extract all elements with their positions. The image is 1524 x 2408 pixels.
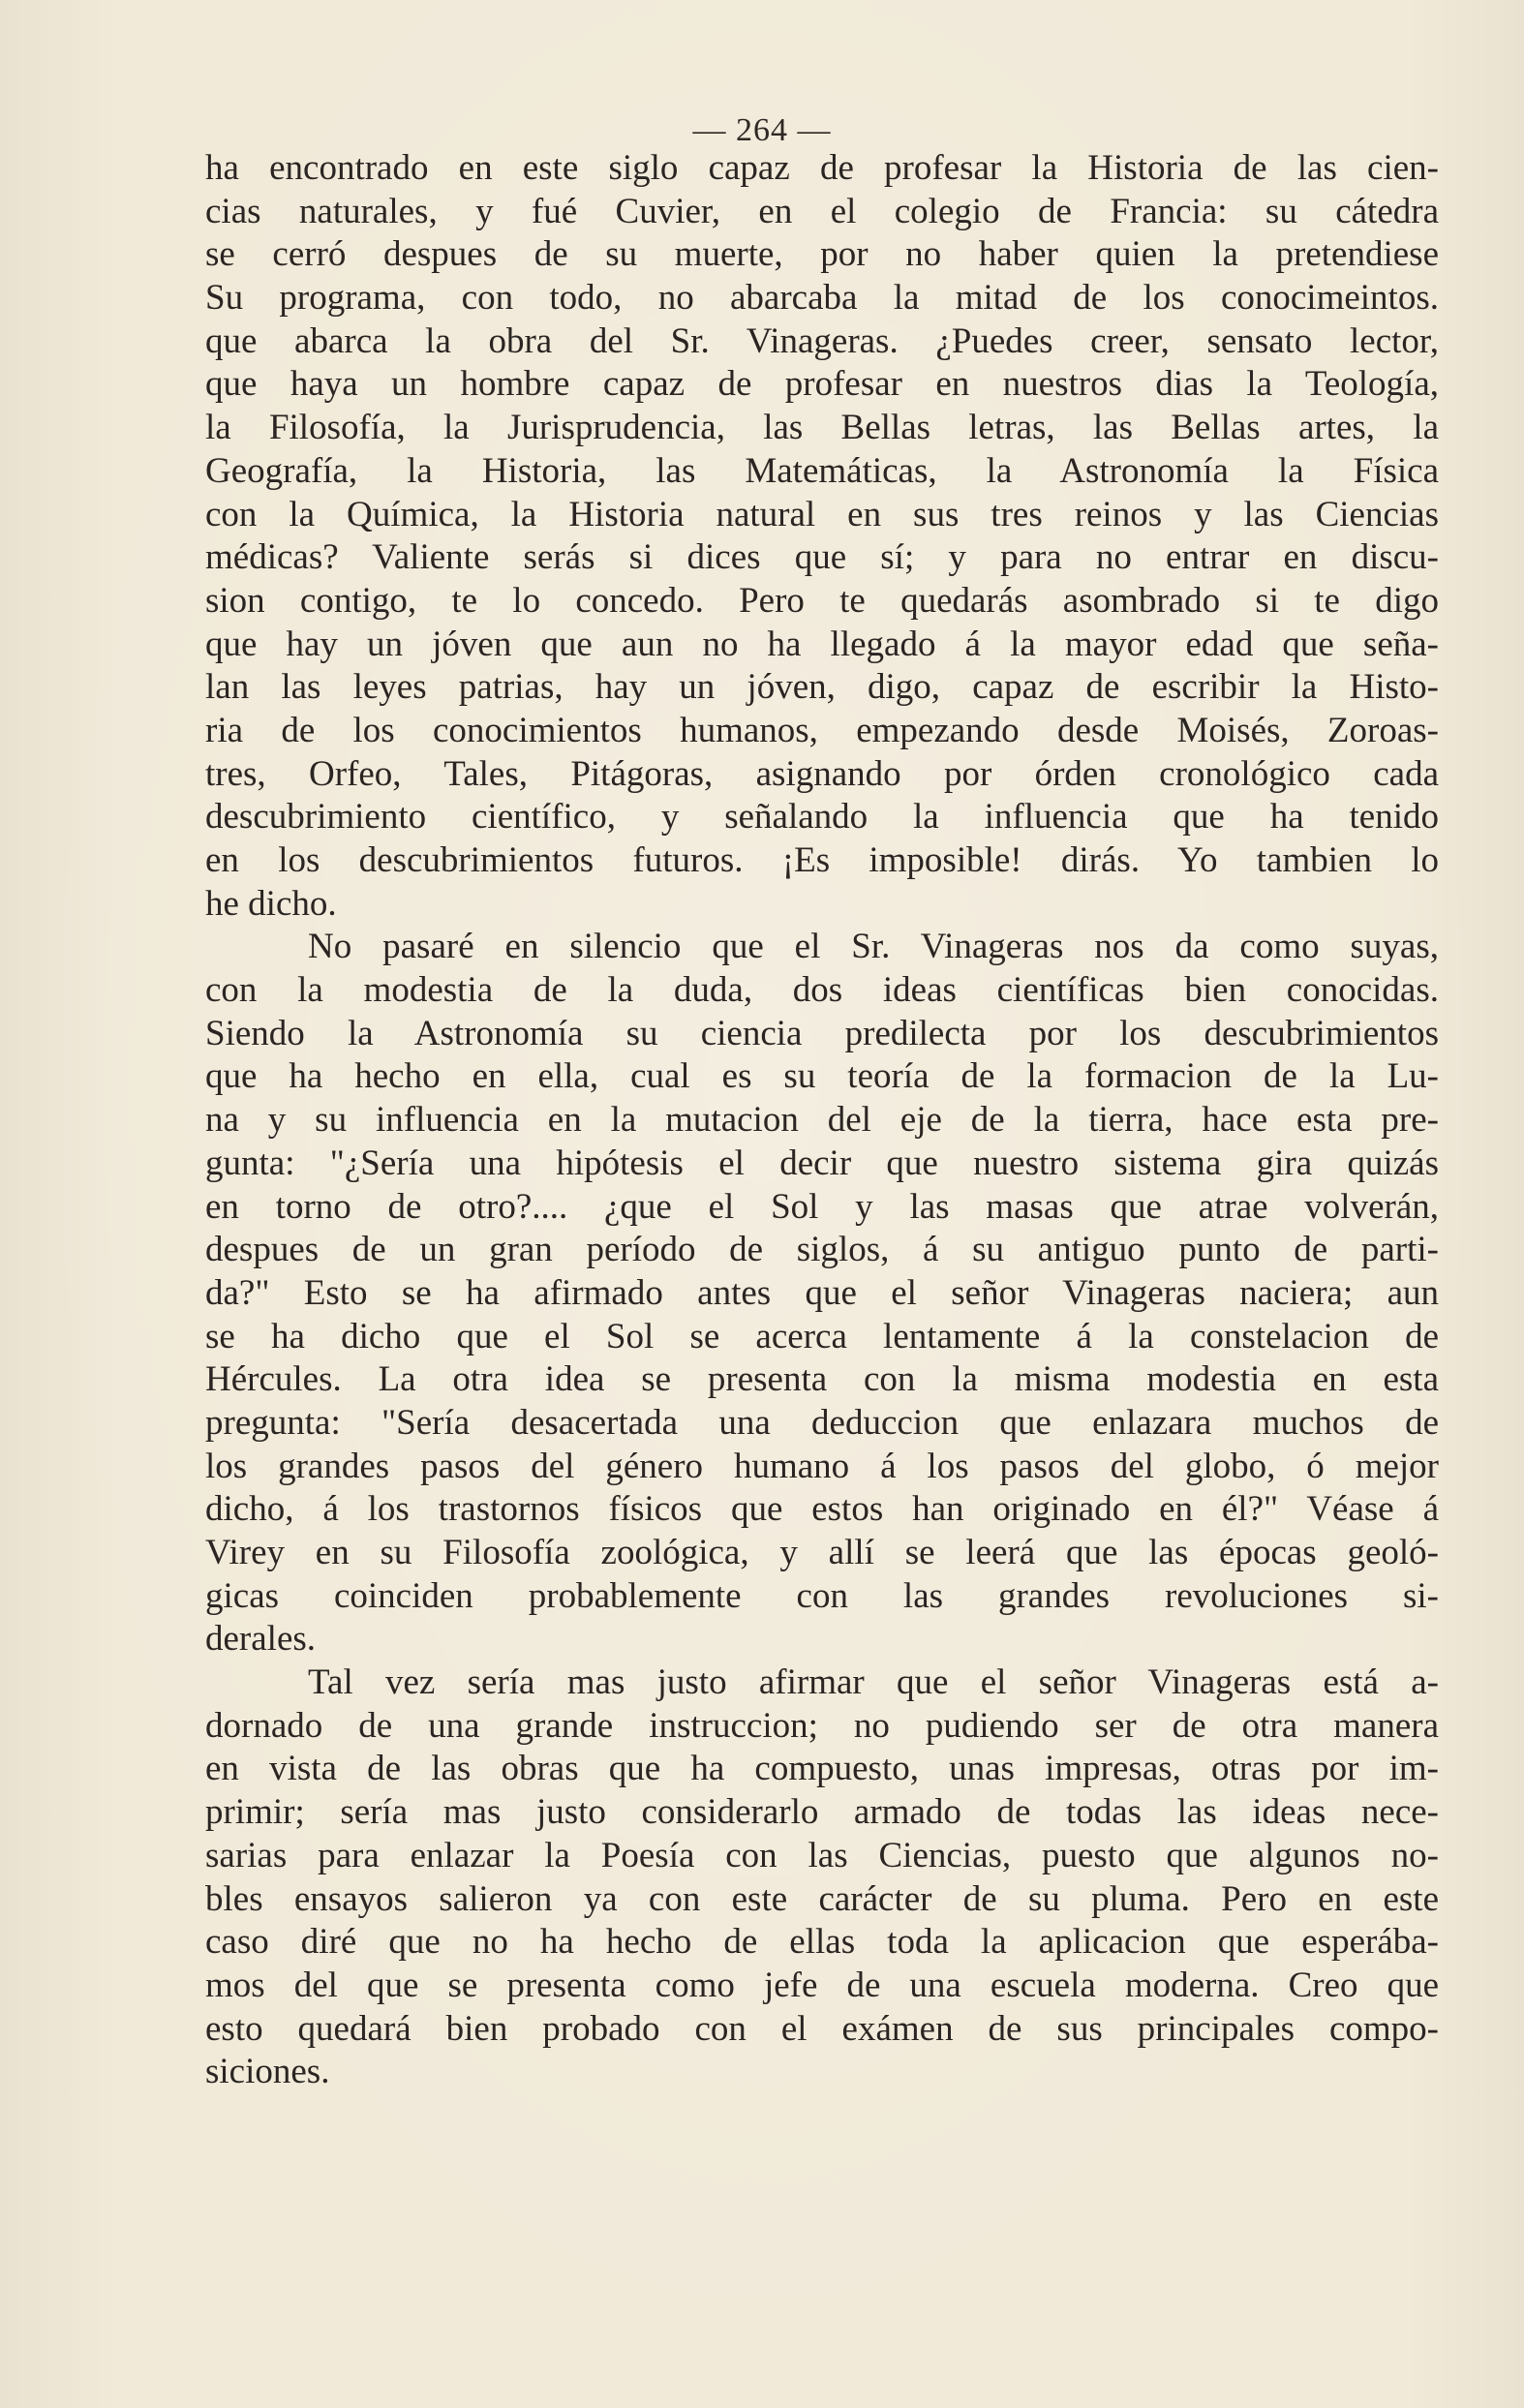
paragraph-start-line: No pasaré en silencio que el Sr. Vinageras nos da como suyas, bbox=[308, 927, 1439, 967]
text-line: con la Química, la Historia natural en sus tres reinos y las Ciencias bbox=[205, 494, 1439, 534]
paragraph-end-line: derales. bbox=[205, 1619, 317, 1660]
text-line: Geografía, la Historia, las Matemáticas, la Astronomía la Física bbox=[205, 450, 1439, 491]
text-line: que haya un hombre capaz de profesar en nuestros dias la Teología, bbox=[205, 364, 1439, 405]
text-line: que abarca la obra del Sr. Vinageras. ¿Puedes creer, sensato lector, bbox=[205, 320, 1439, 361]
text-line: que ha hecho en ella, cual es su teoría de la formacion de la Lu- bbox=[205, 1056, 1439, 1097]
text-line: sion contigo, te lo concedo. Pero te quedarás asombrado si te digo bbox=[205, 580, 1439, 621]
text-line: gicas coinciden probablemente con las grandes revoluciones si- bbox=[205, 1575, 1439, 1616]
text-line: se cerró despues de su muerte, por no haber quien la pretendiese bbox=[205, 234, 1439, 275]
text-line: dornado de una grande instruccion; no pudiendo ser de otra manera bbox=[205, 1705, 1439, 1746]
text-line: la Filosofía, la Jurisprudencia, las Bellas letras, las Bellas artes, la bbox=[205, 408, 1439, 448]
text-line: despues de un gran período de siglos, á su antiguo punto de parti- bbox=[205, 1230, 1439, 1270]
text-line: con la modestia de la duda, dos ideas científicas bien conocidas. bbox=[205, 970, 1439, 1011]
text-line: cias naturales, y fué Cuvier, en el colegio de Francia: su cátedra bbox=[205, 191, 1439, 231]
text-line: Hércules. La otra idea se presenta con la misma modestia en esta bbox=[205, 1359, 1439, 1400]
text-line: mos del que se presenta como jefe de una escuela moderna. Creo que bbox=[205, 1965, 1439, 2005]
paragraph-end-line: siciones. bbox=[205, 2052, 330, 2092]
text-line: ha encontrado en este siglo capaz de profesar la Historia de las cien- bbox=[205, 148, 1439, 188]
paragraph-end-line: he dicho. bbox=[205, 883, 337, 924]
text-line: dicho, á los trastornos físicos que estos han originado en él?" Véase á bbox=[205, 1489, 1439, 1530]
text-line: descubrimiento científico, y señalando la influencia que ha tenido bbox=[205, 797, 1439, 838]
text-line: da?" Esto se ha afirmado antes que el señor Vinageras naciera; aun bbox=[205, 1272, 1439, 1313]
text-line: lan las leyes patrias, hay un jóven, digo, capaz de escribir la Histo- bbox=[205, 667, 1439, 708]
text-line: en torno de otro?.... ¿que el Sol y las masas que atrae volverán, bbox=[205, 1186, 1439, 1227]
text-line: en los descubrimientos futuros. ¡Es imposible! dirás. Yo tambien lo bbox=[205, 840, 1439, 880]
text-line: en vista de las obras que ha compuesto, unas impresas, otras por im- bbox=[205, 1749, 1439, 1789]
text-line: Su programa, con todo, no abarcaba la mitad de los conocimeintos. bbox=[205, 278, 1439, 319]
body-text bbox=[205, 147, 1439, 2094]
text-line: caso diré que no ha hecho de ellas toda la aplicacion que esperába- bbox=[205, 1922, 1439, 1963]
text-line: esto quedará bien probado con el exámen de sus principales compo- bbox=[205, 2008, 1439, 2049]
text-line: médicas? Valiente serás si dices que sí; y para no entrar en discu- bbox=[205, 537, 1439, 578]
text-line: primir; sería mas justo considerarlo armado de todas las ideas nece- bbox=[205, 1792, 1439, 1833]
text-line: ria de los conocimientos humanos, empezando desde Moisés, Zoroas- bbox=[205, 710, 1439, 750]
text-line: sarias para enlazar la Poesía con las Ciencias, puesto que algunos no- bbox=[205, 1835, 1439, 1875]
text-line: que hay un jóven que aun no ha llegado á la mayor edad que seña- bbox=[205, 624, 1439, 664]
text-line: Virey en su Filosofía zoológica, y allí se leerá que las épocas geoló- bbox=[205, 1533, 1439, 1572]
text-line: pregunta: "Sería desacertada una deduccion que enlazara muchos de bbox=[205, 1402, 1439, 1443]
text-line: tres, Orfeo, Tales, Pitágoras, asignando por órden cronológico cada bbox=[205, 753, 1439, 794]
text-line: Siendo la Astronomía su ciencia predilecta por los descubrimientos bbox=[205, 1013, 1439, 1053]
text-line: gunta: "¿Sería una hipótesis el decir que nuestro sistema gira quizás bbox=[205, 1143, 1439, 1183]
text-line: se ha dicho que el Sol se acerca lentamente á la constelacion de bbox=[205, 1316, 1439, 1356]
page-number: — 264 — bbox=[692, 112, 832, 148]
paragraph-start-line: Tal vez sería mas justo afirmar que el señor Vinageras está a- bbox=[308, 1662, 1439, 1703]
text-line: los grandes pasos del género humano á los pasos del globo, ó mejor bbox=[205, 1446, 1439, 1486]
text-line: na y su influencia en la mutacion del eje de la tierra, hace esta pre- bbox=[205, 1100, 1439, 1141]
text-line: bles ensayos salieron ya con este carácter de su pluma. Pero en este bbox=[205, 1878, 1439, 1919]
